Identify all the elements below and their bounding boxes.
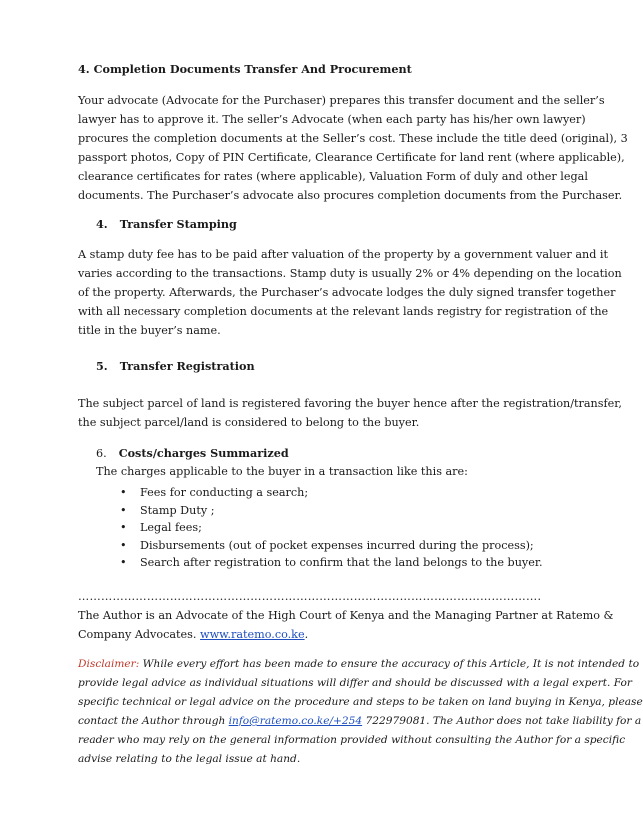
paragraph-line: The subject parcel of land is registered favoring the buyer hence after the registration/transfer,	[78, 397, 622, 410]
paragraph-line: the subject parcel/land is considered to belong to the buyer.	[78, 416, 420, 429]
paragraph-line	[78, 625, 562, 644]
paragraph-line: documents. The Purchaser’s advocate also procures completion documents from the Purchaser.	[78, 189, 623, 202]
heading-text: Costs/charges Summarized	[118, 446, 289, 460]
section-heading-transfer-stamping	[96, 217, 237, 231]
list-item: • Fees for conducting a search;	[118, 484, 543, 502]
costs-intro: The charges applicable to the buyer in a transaction like this are:	[96, 465, 468, 478]
paragraph-line: of the property. Afterwards, the Purchaser’s advocate lodges the duly signed transfer together	[78, 286, 616, 299]
paragraph-line: with all necessary completion documents at the relevant lands registry for registration of the	[78, 305, 609, 318]
paragraph-line: A stamp duty fee has to be paid after valuation of the property by a government valuer and it	[78, 248, 608, 261]
disclaimer-text: While every effort has been made to ensure the accuracy of this Article, It is not intended to	[139, 658, 640, 670]
paragraph-line: Your advocate (Advocate for the Purchaser) prepares this transfer document and the seller’s	[78, 94, 605, 107]
section-heading-transfer-registration	[96, 359, 255, 373]
disclaimer-label: Disclaimer:	[78, 658, 140, 670]
paragraph-line: title in the buyer’s name.	[78, 324, 221, 337]
paragraph-line: passport photos, Copy of PIN Certificate, Clearance Certificate for land rent (where applicable),	[78, 151, 625, 164]
costs-list	[118, 484, 543, 572]
paragraph-line: clearance certificates for rates (where applicable), Valuation Form of duly and other legal	[78, 170, 588, 183]
section-heading-costs	[96, 446, 289, 460]
heading-text: Transfer Stamping	[119, 217, 237, 231]
heading-number: 4.	[96, 217, 108, 231]
paragraph-line	[78, 655, 640, 674]
website-link[interactable]: www.ratemo.co.ke	[200, 628, 305, 641]
paragraph-line: reader who may rely on the general information provided without consulting the Author for a specific	[78, 734, 626, 746]
paragraph-line: advise relating to the legal issue at hand.	[78, 753, 301, 765]
email-link[interactable]: info@ratemo.co.ke/+254	[228, 715, 363, 727]
heading-text: Transfer Registration	[119, 359, 255, 373]
list-item: • Stamp Duty ;	[118, 502, 543, 520]
disclaimer-text: 722979081. The Author does not take liability for a	[362, 715, 642, 727]
disclaimer-text: contact the Author through	[78, 715, 229, 727]
paragraph-line: varies according to the transactions. Stamp duty is usually 2% or 4% depending on the location	[78, 267, 622, 280]
dotted-divider: ………………………………………………………………………………………………………….	[78, 590, 542, 603]
list-item: • Legal fees;	[118, 519, 543, 537]
transfer-stamping-paragraph	[78, 245, 622, 340]
paragraph-line: provide legal advice as individual situations will differ and should be discussed with a legal expert. For	[78, 677, 632, 689]
author-paragraph	[78, 606, 614, 644]
transfer-registration-paragraph	[78, 394, 622, 432]
list-item: • Disbursements (out of pocket expenses incurred during the process);	[118, 537, 543, 555]
section-heading-completion-documents: 4. Completion Documents Transfer And Procurement	[78, 62, 412, 76]
paragraph-line: The Author is an Advocate of the High Court of Kenya and the Managing Partner at Ratemo &	[78, 609, 614, 622]
paragraph-line: procures the completion documents at the Seller’s cost. These include the title deed (original), 3	[78, 132, 628, 145]
disclaimer-paragraph	[78, 655, 643, 769]
author-text: Company Advocates.	[78, 628, 201, 641]
list-item: • Search after registration to confirm that the land belongs to the buyer.	[118, 554, 543, 572]
heading-number: 5.	[96, 359, 108, 373]
author-text: .	[304, 628, 309, 641]
completion-documents-paragraph	[78, 91, 628, 205]
paragraph-line	[78, 712, 642, 731]
heading-number: 6.	[96, 447, 107, 460]
paragraph-line: specific technical or legal advice on the procedure and steps to be taken on land buying in Kenya, please	[78, 696, 643, 708]
paragraph-line: lawyer has to approve it. The seller’s Advocate (when each party has his/her own lawyer)	[78, 113, 586, 126]
